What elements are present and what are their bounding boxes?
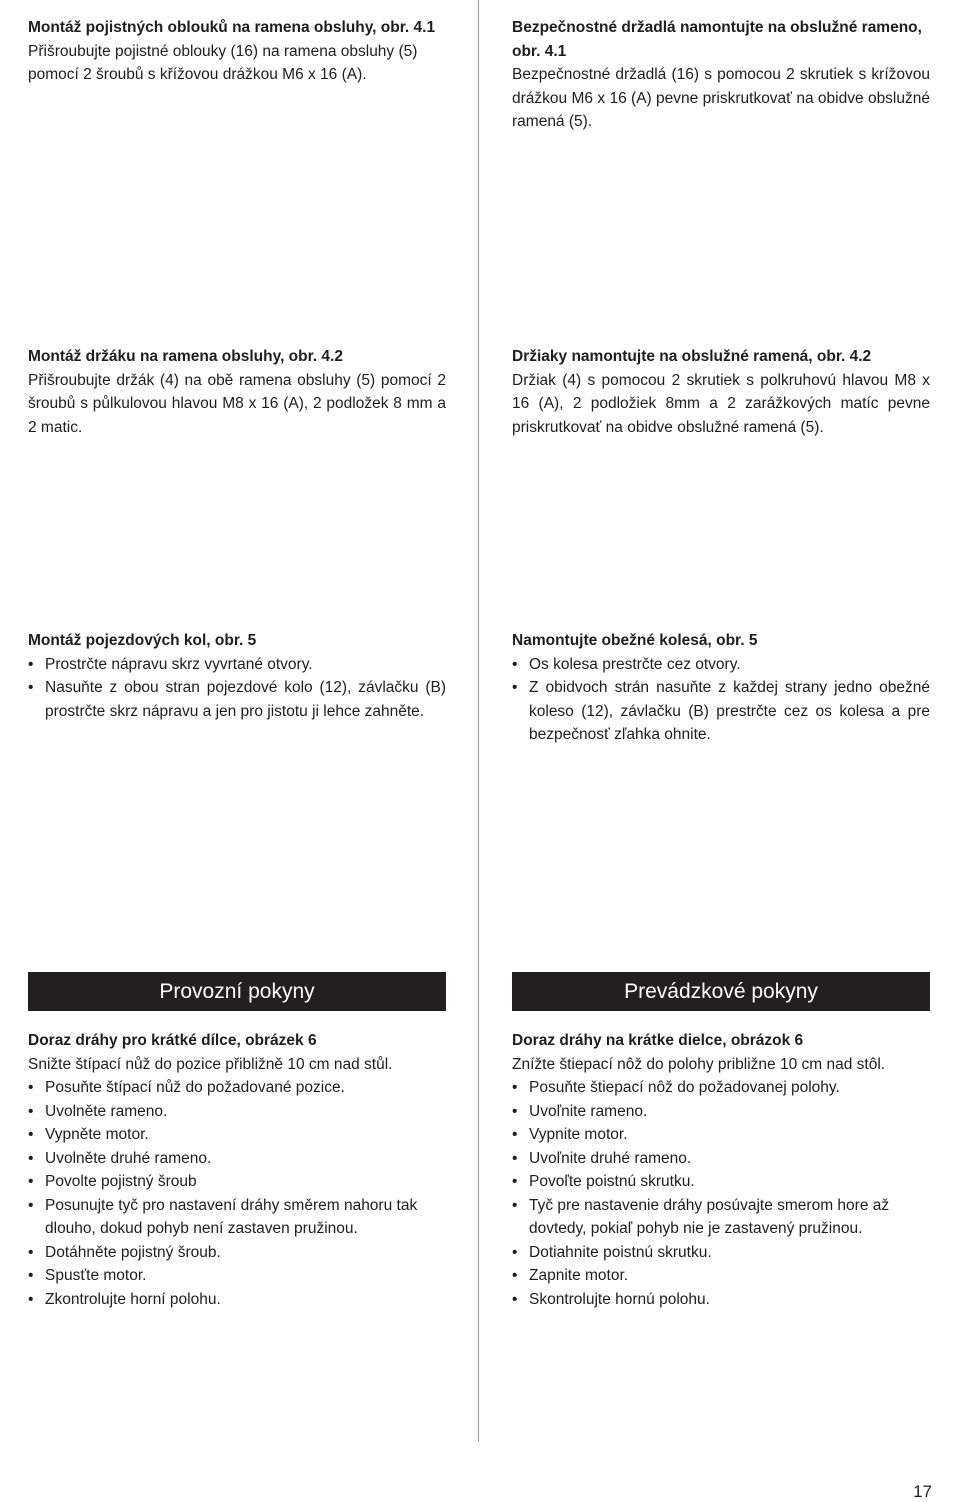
list-item: • Nasuňte z obou stran pojezdové kolo (12), závlačku (B) prostrčte skrz nápravu a jen pro jistotu ji lehce zahněte. — [28, 676, 446, 723]
list-item: • Uvoľnite druhé rameno. — [512, 1147, 930, 1171]
section-heading: Namontujte obežné kolesá, obr. 5 — [512, 632, 758, 649]
list-item: • Z obidvoch strán nasuňte z každej strany jedno obežné koleso (12), závlačku (B) prestrčte cez os kolesa a pre bezpečnosť zľahka ohnite. — [512, 676, 930, 747]
section-heading: Držiaky namontujte na obslužné ramená, obr. 4.2 — [512, 348, 872, 365]
section-text: Přišroubujte držák (4) na obě ramena obsluhy (5) pomocí 2 šroubů s půlkulovou hlavou M8 x 16 (A), 2 podložek 8 mm a 2 matic. — [28, 371, 446, 436]
section-heading: Doraz dráhy pro krátké dílce, obrázek 6 — [28, 1032, 317, 1049]
column-divider — [478, 0, 479, 1442]
list-item: • Vypněte motor. — [28, 1123, 446, 1147]
section-heading: Montáž pojistných oblouků na ramena obsluhy, obr. 4.1 — [28, 19, 436, 36]
bullet-list — [28, 653, 446, 724]
list-item: • Posunujte tyč pro nastavení dráhy směrem nahoru tak dlouho, dokud pohyb není zastaven pružinou. — [28, 1194, 446, 1241]
list-item: • Skontrolujte hornú polohu. — [512, 1288, 930, 1312]
list-item: • Uvoľnite rameno. — [512, 1100, 930, 1124]
section-safety-handles-sk — [512, 16, 930, 134]
section-text: Držiak (4) s pomocou 2 skrutiek s polkruhovú hlavou M8 x 16 (A), 2 podložiek 8mm a 2 zarážkových matíc pevne priskrutkovať na obidve obslužné ramená (5). — [512, 371, 930, 436]
list-item: • Dotiahnite poistnú skrutku. — [512, 1241, 930, 1265]
list-item: • Spusťte motor. — [28, 1264, 446, 1288]
list-item: • Uvolněte rameno. — [28, 1100, 446, 1124]
section-banner-operating-instructions: Provozní pokyny — [28, 972, 446, 1011]
bullet-list — [512, 653, 930, 747]
section-heading: Bezpečnostné držadlá namontujte na obslužné rameno, obr. 4.1 — [512, 19, 922, 60]
section-text: Přišroubujte pojistné oblouky (16) na ramena obsluhy (5) pomocí 2 šroubů s křížovou drážkou M6 x 16 (A). — [28, 42, 418, 83]
list-item: • Vypnite motor. — [512, 1123, 930, 1147]
page-number: 17 — [913, 1482, 932, 1501]
list-item: • Zapnite motor. — [512, 1264, 930, 1288]
list-item: • Prostrčte nápravu skrz vyvrtané otvory. — [28, 653, 446, 677]
section-wheels-sk — [512, 629, 930, 747]
section-heading: Montáž pojezdových kol, obr. 5 — [28, 632, 257, 649]
list-item: • Povolte pojistný šroub — [28, 1170, 446, 1194]
list-item: • Posuňte štípací nůž do požadované pozice. — [28, 1076, 446, 1100]
section-text: Bezpečnostné držadlá (16) s pomocou 2 skrutiek s krížovou drážkou M6 x 16 (A) pevne priskrutkovať na obidve obslužné ramená (5). — [512, 66, 930, 130]
list-item: • Povoľte poistnú skrutku. — [512, 1170, 930, 1194]
bullet-list — [28, 1076, 446, 1311]
list-item: • Posuňte štiepací nôž do požadovanej polohy. — [512, 1076, 930, 1100]
list-item: • Os kolesa prestrčte cez otvory. — [512, 653, 930, 677]
section-wheels-cz — [28, 629, 446, 723]
section-heading: Doraz dráhy na krátke dielce, obrázok 6 — [512, 1032, 804, 1049]
section-stroke-stop-cz — [28, 1029, 446, 1311]
list-item: • Zkontrolujte horní polohu. — [28, 1288, 446, 1312]
section-holders-sk — [512, 345, 930, 439]
bullet-list — [512, 1076, 930, 1311]
section-text: Snižte štípací nůž do pozice přibližně 10 cm nad stůl. — [28, 1055, 393, 1073]
section-safety-bows-cz — [28, 16, 446, 87]
section-stroke-stop-sk — [512, 1029, 930, 1311]
list-item: • Tyč pre nastavenie dráhy posúvajte smerom hore až dovtedy, pokiaľ pohyb nie je zastavený pružinou. — [512, 1194, 930, 1241]
section-holder-cz — [28, 345, 446, 439]
list-item: • Dotáhněte pojistný šroub. — [28, 1241, 446, 1265]
section-text: Znížte štiepací nôž do polohy približne 10 cm nad stôl. — [512, 1055, 886, 1073]
list-item: • Uvolněte druhé rameno. — [28, 1147, 446, 1171]
section-heading: Montáž držáku na ramena obsluhy, obr. 4.2 — [28, 348, 343, 365]
section-banner-operating-instructions: Prevádzkové pokyny — [512, 972, 930, 1011]
